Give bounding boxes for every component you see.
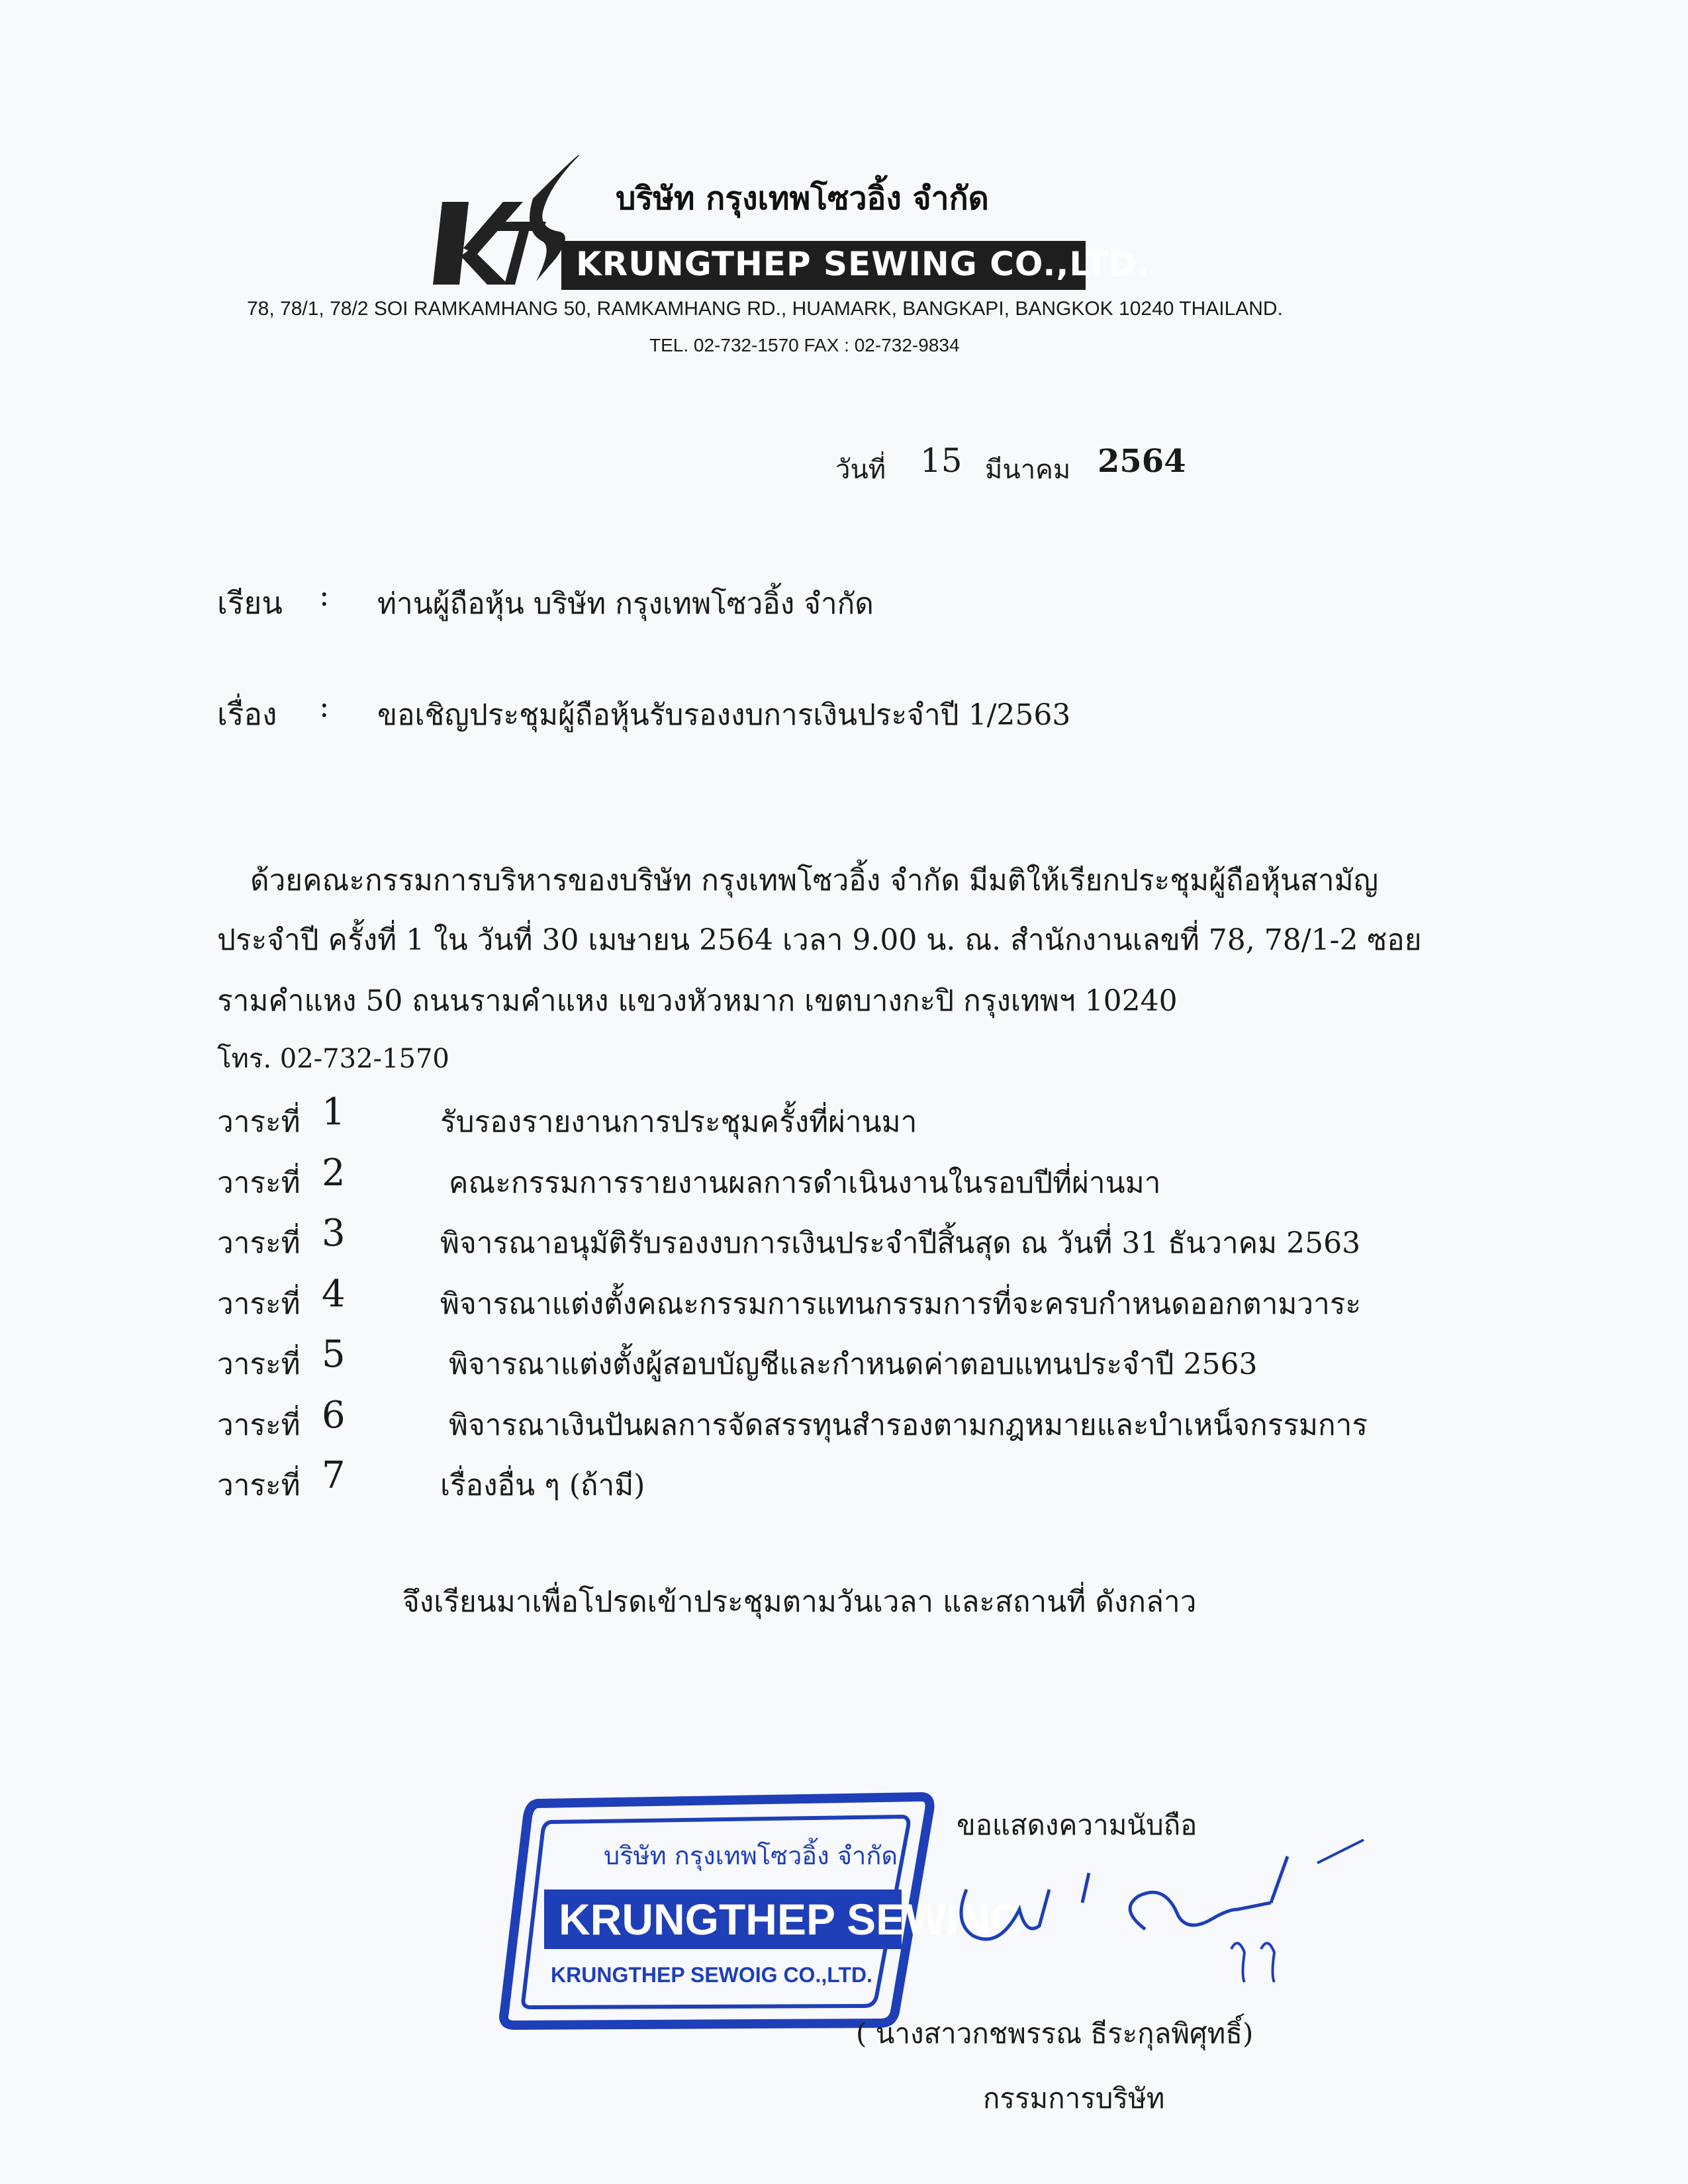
signer-name: ( นางสาวกชพรรณ ธีระกุลพิศุทธิ์)	[856, 2017, 1254, 2050]
company-logo	[430, 149, 583, 295]
stamp-line-3: KRUNGTHEP SEWOIG CO.,LTD.	[551, 1963, 872, 1987]
body-line-3: รามคำแหง 50 ถนนรามคำแหง แขวงหัวหมาก เขตบางกะปิ กรุงเทพฯ 10240	[217, 984, 1178, 1018]
body-line-2: ประจำปี ครั้งที่ 1 ใน วันที่ 30 เมษายน 2564 เวลา 9.00 น. ณ. สำนักงานเลขที่ 78, 78/1-2 ซอย	[217, 923, 1422, 957]
subject-label: เรื่อง	[217, 696, 277, 732]
agenda-number: 5	[322, 1333, 346, 1376]
agenda-number: 1	[322, 1091, 346, 1134]
agenda-label: วาระที่	[217, 1226, 301, 1260]
agenda-text: รับรองรายงานการประชุมครั้งที่ผ่านมา	[440, 1105, 917, 1139]
agenda-label: วาระที่	[217, 1105, 301, 1139]
agenda-number: 6	[322, 1394, 346, 1437]
agenda-text: พิจารณาอนุมัติรับรองงบการเงินประจำปีสิ้นสุด ณ วันที่ 31 ธันวาคม 2563	[440, 1226, 1361, 1260]
subject-colon: :	[319, 688, 330, 724]
agenda-number: 2	[322, 1152, 346, 1195]
company-name-thai: บริษัท กรุงเทพโซวอิ้ง จำกัด	[616, 180, 989, 217]
date-year: 2564	[1098, 443, 1186, 480]
agenda-text: พิจารณาแต่งตั้งคณะกรรมการแทนกรรมการที่จะครบกำหนดออกตามวาระ	[440, 1287, 1362, 1321]
agenda-text: คณะกรรมการรายงานผลการดำเนินงานในรอบปีที่ผ่านมา	[449, 1166, 1161, 1200]
agenda-text: พิจารณาแต่งตั้งผู้สอบบัญชีและกำหนดค่าตอบแทนประจำปี 2563	[449, 1347, 1258, 1381]
agenda-text: พิจารณาเงินปันผลการจัดสรรทุนสำรองตามกฎหมายและบำเหน็จกรรมการ	[449, 1408, 1368, 1442]
to-value: ท่านผู้ถือหุ้น บริษัท กรุงเทพโซวอิ้ง จำกัด	[377, 587, 874, 621]
closing-line: จึงเรียนมาเพื่อโปรดเข้าประชุมตามวันเวลา และสถานที่ ดังกล่าว	[402, 1585, 1197, 1619]
signer-title: กรรมการบริษัท	[983, 2082, 1165, 2115]
body-line-4: โทร. 02-732-1570	[217, 1044, 449, 1074]
company-stamp	[498, 1784, 1024, 2035]
date-label: วันที่	[835, 455, 886, 485]
agenda-label: วาระที่	[217, 1347, 301, 1381]
subject-value: ขอเชิญประชุมผู้ถือหุ้นรับรองงบการเงินประจำปี 1/2563	[377, 698, 1071, 732]
agenda-label: วาระที่	[217, 1408, 301, 1442]
agenda-number: 3	[322, 1212, 346, 1255]
agenda-text: เรื่องอื่น ๆ (ถ้ามี)	[440, 1469, 645, 1502]
to-label: เรียน	[217, 585, 283, 621]
company-address: 78, 78/1, 78/2 SOI RAMKAMHANG 50, RAMKAMHANG RD., HUAMARK, BANGKAPI, BANGKOK 10240 THAILAND.	[247, 298, 1283, 320]
stamp-line-1: บริษัท กรุงเทพโซวอิ้ง จำกัด	[604, 1841, 898, 1870]
agenda-number: 4	[322, 1273, 346, 1316]
company-name-english: KRUNGTHEP SEWING CO.,LTD.	[576, 245, 1150, 283]
date-day: 15	[920, 441, 962, 480]
company-contact: TEL. 02-732-1570 FAX : 02-732-9834	[649, 335, 960, 355]
stamp-line-2: KRUNGTHEP SEWING	[559, 1895, 1024, 1944]
to-colon: :	[319, 577, 330, 613]
signature	[927, 1810, 1403, 2028]
date-month: มีนาคม	[985, 455, 1071, 485]
agenda-label: วาระที่	[217, 1166, 301, 1200]
regards-text: ขอแสดงความนับถือ	[957, 1809, 1197, 1841]
agenda-label: วาระที่	[217, 1287, 301, 1321]
agenda-number: 7	[322, 1454, 346, 1497]
body-line-1: ด้วยคณะกรรมการบริหารของบริษัท กรุงเทพโซวอิ้ง จำกัด มีมติให้เรียกประชุมผู้ถือหุ้นสามัญ	[250, 864, 1379, 897]
agenda-label: วาระที่	[217, 1469, 301, 1502]
